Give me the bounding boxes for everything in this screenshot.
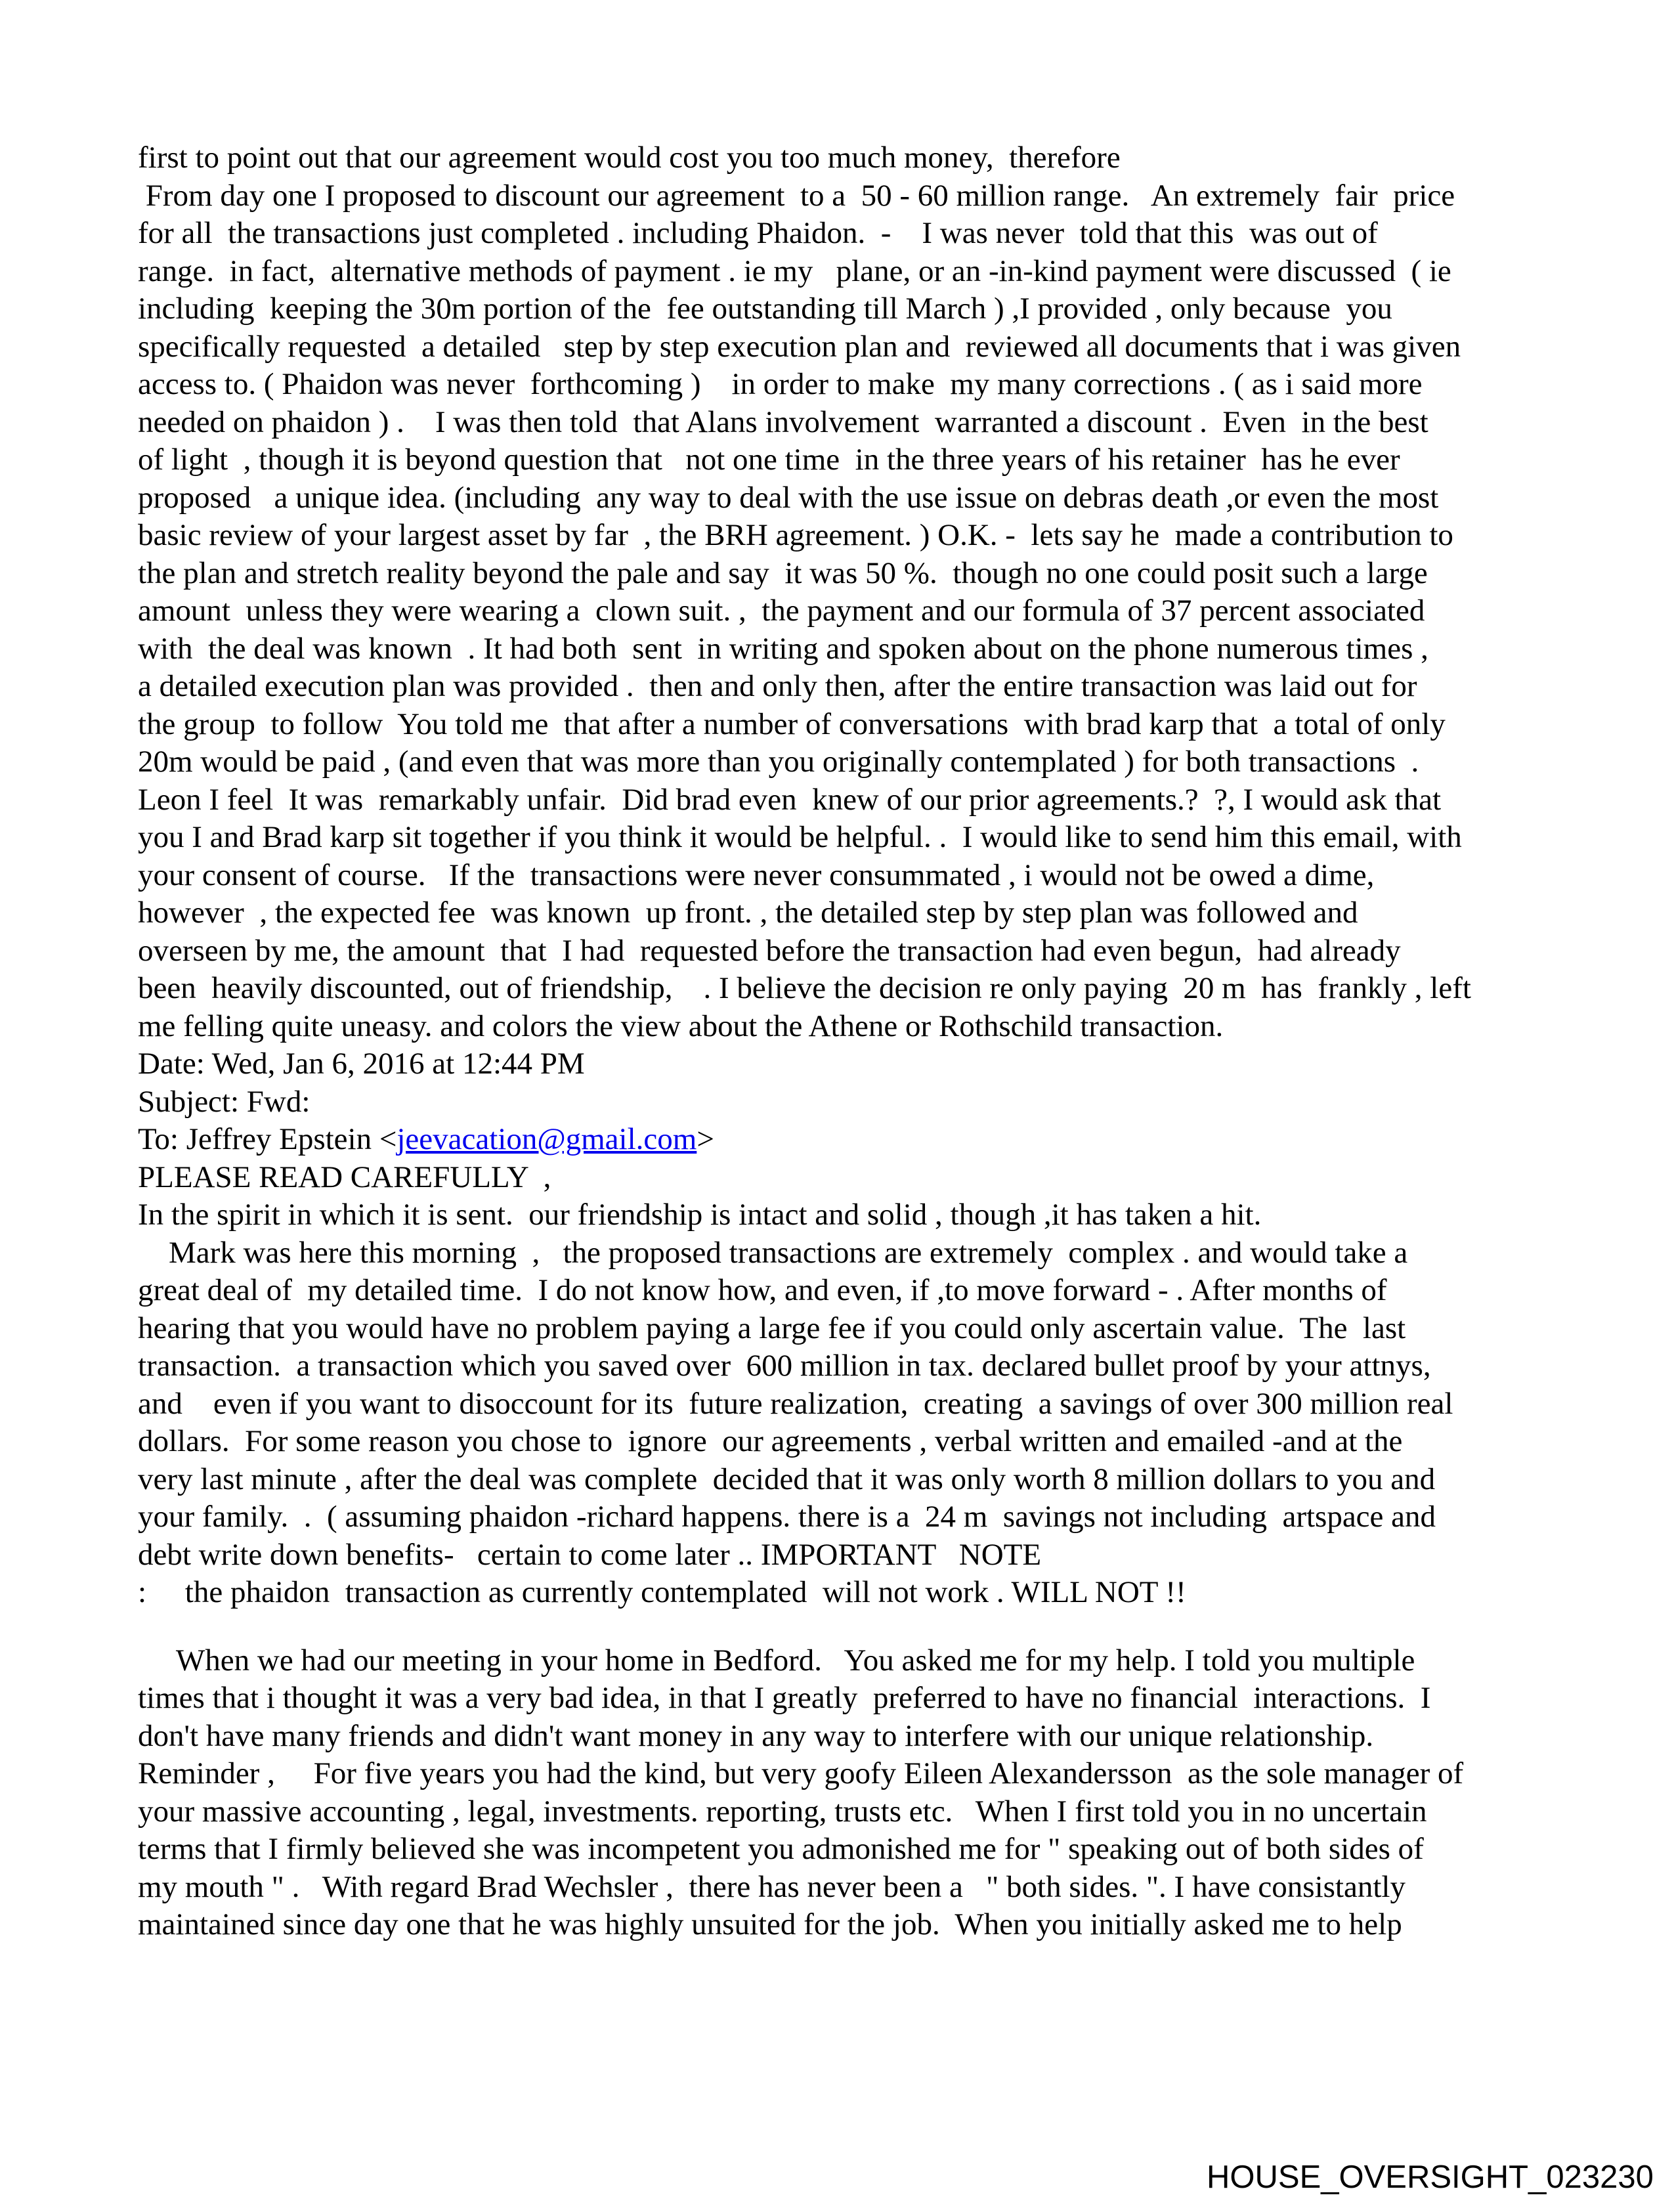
body-text-line: very last minute , after the deal was complete decided that it was only worth 8 million dollars to you and xyxy=(138,1462,1436,1496)
body-text-line: amount unless they were wearing a clown suit. , the payment and our formula of 37 percent associated xyxy=(138,594,1425,628)
body-text-line: Reminder , For five years you had the kind, but very goofy Eileen Alexandersson as the sole manager of xyxy=(138,1756,1464,1790)
email-body-part-3 xyxy=(138,1642,1549,1944)
email-body-part-1 xyxy=(138,139,1549,1045)
body-text-line: my mouth " . With regard Brad Wechsler , there has never been a " both sides. ". I have consistantly xyxy=(138,1869,1406,1904)
email-to-prefix: To: Jeffrey Epstein < xyxy=(138,1122,397,1156)
body-text-line: specifically requested a detailed step by step execution plan and reviewed all documents that i was given xyxy=(138,329,1461,364)
email-subject: Subject: Fwd: xyxy=(138,1084,311,1119)
body-text-line: proposed a unique idea. (including any way to deal with the use issue on debras death ,or even the most xyxy=(138,480,1439,515)
body-text-line: a detailed execution plan was provided . then and only then, after the entire transaction was laid out for xyxy=(138,669,1417,703)
body-text-line: basic review of your largest asset by far , the BRH agreement. ) O.K. - lets say he made a contribution to xyxy=(138,518,1453,552)
body-text-line: times that i thought it was a very bad idea, in that I greatly preferred to have no financial interactions. I xyxy=(138,1681,1431,1715)
body-text-line: Leon I feel It was remarkably unfair. Did brad even knew of our prior agreements.? ?, I would ask that xyxy=(138,782,1442,817)
body-text-line: with the deal was known . It had both sent in writing and spoken about on the phone numerous times , xyxy=(138,631,1428,666)
body-text-line: terms that I firmly believed she was incompetent you admonished me for " speaking out of both sides of xyxy=(138,1832,1424,1866)
body-text-line: dollars. For some reason you chose to ignore our agreements , verbal written and emailed -and at the xyxy=(138,1424,1403,1458)
body-text-line: first to point out that our agreement would cost you too much money, therefore xyxy=(138,141,1121,175)
body-text-line: When we had our meeting in your home in Bedford. You asked me for my help. I told you multiple xyxy=(138,1643,1415,1678)
body-text-line: overseen by me, the amount that I had requested before the transaction had even begun, had already xyxy=(138,933,1401,968)
body-text-line: hearing that you would have no problem paying a large fee if you could only ascertain value. The last xyxy=(138,1311,1406,1345)
body-text-line: for all the transactions just completed . including Phaidon. - I was never told that this was out of xyxy=(138,216,1378,250)
body-text-line: From day one I proposed to discount our agreement to a 50 - 60 million range. An extremely fair price xyxy=(138,178,1455,213)
body-text-line: transaction. a transaction which you saved over 600 million in tax. declared bullet proof by your attnys, xyxy=(138,1349,1431,1383)
body-text-line: 20m would be paid , (and even that was more than you originally contemplated ) for both transactions . xyxy=(138,745,1419,779)
body-text-line: of light , though it is beyond question that not one time in the three years of his retainer has he ever xyxy=(138,443,1400,477)
email-to xyxy=(138,1121,1549,1159)
email-to-suffix: > xyxy=(697,1122,714,1156)
body-text-line: and even if you want to disoccount for its future realization, creating a savings of over 300 million real xyxy=(138,1386,1453,1421)
body-text-line: great deal of my detailed time. I do not know how, and even, if ,to move forward - . After months of xyxy=(138,1273,1387,1307)
body-text-line: the group to follow You told me that after a number of conversations with brad karp that a total of only xyxy=(138,706,1446,741)
body-text-line: including keeping the 30m portion of the fee outstanding till March ) ,I provided , only because you xyxy=(138,292,1392,326)
email-date: Date: Wed, Jan 6, 2016 at 12:44 PM xyxy=(138,1047,585,1081)
body-text-line: you I and Brad karp sit together if you think it would be helpful. . I would like to send him this email, with xyxy=(138,820,1462,854)
body-text-line: your consent of course. If the transactions were never consummated , i would not be owed a dime, xyxy=(138,857,1375,892)
body-text-line: Mark was here this morning , the proposed transactions are extremely complex . and would take a xyxy=(138,1235,1408,1270)
body-text-line: your family. . ( assuming phaidon -richard happens. there is a 24 m savings not including artspace and xyxy=(138,1500,1436,1534)
paragraph-gap xyxy=(138,1612,1549,1642)
body-text-line: debt write down benefits- certain to come later .. IMPORTANT NOTE xyxy=(138,1537,1042,1572)
bates-number: HOUSE_OVERSIGHT_023230 xyxy=(1207,2159,1654,2195)
body-text-line: your massive accounting , legal, investments. reporting, trusts etc. When I first told you in no uncertain xyxy=(138,1794,1427,1829)
body-text-line: : the phaidon transaction as currently contemplated will not work . WILL NOT !! xyxy=(138,1575,1186,1609)
body-text-line: PLEASE READ CAREFULLY , xyxy=(138,1160,551,1194)
body-text-line: however , the expected fee was known up front. , the detailed step by step plan was followed and xyxy=(138,896,1358,930)
body-text-line: don't have many friends and didn't want money in any way to interfere with our unique relationship. xyxy=(138,1718,1374,1753)
body-text-line: the plan and stretch reality beyond the pale and say it was 50 %. though no one could posit such a large xyxy=(138,555,1428,590)
body-text-line: been heavily discounted, out of friendship, . I believe the decision re only paying 20 m has frankly , left xyxy=(138,971,1471,1005)
body-text-line: needed on phaidon ) . I was then told that Alans involvement warranted a discount . Even in the best xyxy=(138,404,1428,439)
email-body-part-2 xyxy=(138,1159,1549,1612)
body-text-line: In the spirit in which it is sent. our friendship is intact and solid , though ,it has taken a hit. xyxy=(138,1198,1262,1232)
body-text-line: maintained since day one that he was highly unsuited for the job. When you initially asked me to help xyxy=(138,1907,1402,1941)
document-page xyxy=(138,139,1549,1944)
email-address-link[interactable]: jeevacation@gmail.com xyxy=(397,1122,697,1156)
body-text-line: me felling quite uneasy. and colors the view about the Athene or Rothschild transaction. xyxy=(138,1008,1224,1043)
body-text-line: access to. ( Phaidon was never forthcoming ) in order to make my many corrections . ( as i said more xyxy=(138,367,1423,401)
body-text-line: range. in fact, alternative methods of payment . ie my plane, or an -in-kind payment were discussed ( ie xyxy=(138,253,1451,288)
